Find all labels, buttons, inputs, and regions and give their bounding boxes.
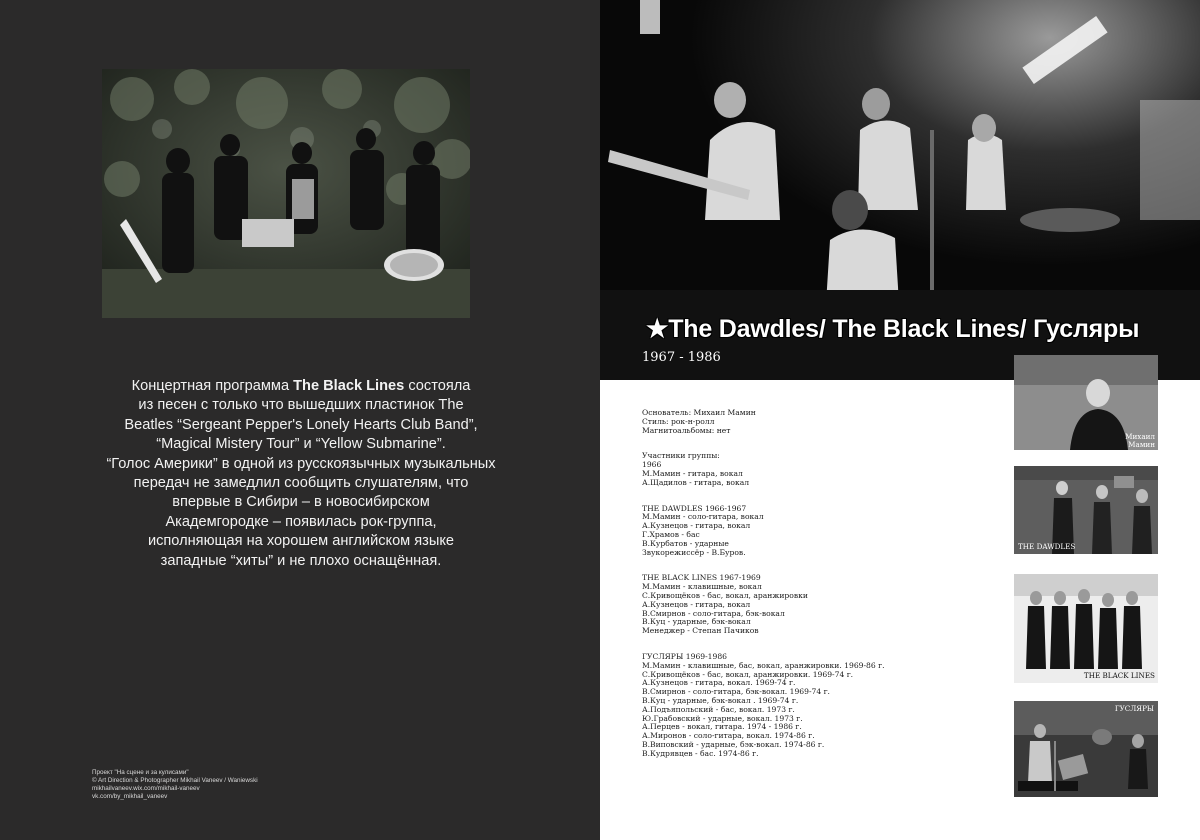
- member-line: В.Куц - ударные, бэк-вокал: [642, 617, 751, 627]
- credit-line: mikhailvaneev.wix.com/mikhail-vaneev: [92, 785, 200, 793]
- credit-line: Проект "На сцене и за кулисами": [92, 769, 189, 776]
- dawdles-lineup: [642, 505, 882, 558]
- intro-line: передач не замедлил сообщить слушателям, что: [133, 475, 469, 492]
- member-line: В.Куц - ударные, бэк-вокал . 1969-74 г.: [642, 695, 799, 705]
- member-line: Звукорежиссёр - В.Буров.: [642, 547, 746, 557]
- intro-line: западные “хиты” и не плохо оснащённая.: [160, 552, 442, 569]
- member-line: В.Смирнов - соло-гитара, бэк-вокал. 1969-74 г.: [642, 687, 830, 697]
- member-line: В.Кудрявцев - бас. 1974-86 г.: [642, 748, 759, 758]
- member-line: А.Перцев - вокал, гитара. 1974 - 1986 г.: [642, 722, 802, 732]
- black-lines-lineup: [642, 574, 882, 636]
- intro-line: исполняющая на хорошем английском языке: [147, 533, 455, 550]
- info-line: Стиль: рок-н-ролл: [642, 416, 715, 426]
- band-forest-photo: [102, 69, 470, 318]
- right-page: [600, 0, 1200, 840]
- guslyary-lineup: [642, 651, 885, 759]
- member-line: А.Подъяпольский - бас, вокал. 1973 г.: [642, 704, 795, 714]
- thumb-guslyary-art: [1014, 701, 1158, 797]
- credit-line: vk.com/by_mikhail_vaneev: [92, 793, 168, 801]
- member-line: THE DAWDLES 1966-1967: [642, 503, 747, 513]
- member-line: THE BLACK LINES 1967-1969: [642, 573, 761, 583]
- members-1966: [642, 452, 882, 487]
- thumb-mamin: [1014, 355, 1158, 450]
- member-line: А.Щадилов - гитара, вокал: [642, 477, 750, 487]
- intro-text: [72, 377, 530, 571]
- band-name-bold: The Black Lines: [293, 378, 405, 394]
- member-line: В.Курбатов - ударные: [642, 538, 729, 548]
- years-range: 1967 - 1986: [642, 350, 721, 365]
- member-line: В.Смирнов - соло-гитара, бэк-вокал: [642, 608, 785, 618]
- thumb-caption: Михаил Мамин: [1125, 432, 1155, 449]
- member-line: М.Мамин - клавишные, вокал: [642, 582, 762, 592]
- page-title: ★The Dawdles/ The Black Lines/ Гусляры: [646, 315, 1140, 343]
- member-line: 1966: [642, 460, 662, 470]
- member-line: Менеджер - Степан Пачиков: [642, 626, 759, 636]
- member-line: С.Кривощёков - бас, вокал, аранжировки: [642, 590, 808, 600]
- thumb-caption: THE DAWDLES: [1018, 542, 1076, 551]
- member-line: Г.Храмов - бас: [642, 529, 700, 539]
- info-line: Магнитоальбомы: нет: [642, 425, 731, 435]
- member-line: М.Мамин - гитара, вокал: [642, 468, 743, 478]
- intro-line: Концертная программа The Black Lines состояла: [131, 378, 471, 394]
- thumb-dawdles: [1014, 466, 1158, 554]
- member-line: А.Кузнецов - гитара, вокал: [642, 599, 751, 609]
- member-line: М.Мамин - клавишные, бас, вокал, аранжировки. 1969-86 г.: [642, 660, 885, 670]
- thumb-black-lines: [1014, 574, 1158, 683]
- member-line: А.Кузнецов - гитара, вокал: [642, 521, 751, 531]
- intro-line: впервые в Сибири – в новосибирском: [172, 494, 430, 511]
- member-line: А.Миронов - соло-гитара, вокал. 1974-86 г.: [642, 731, 815, 741]
- thumb-caption: THE BLACK LINES: [1083, 671, 1155, 680]
- thumb-dawdles-art: [1014, 466, 1158, 554]
- thumb-caption: ГУСЛЯРЫ: [1114, 704, 1154, 713]
- member-line: В.Виповский - ударные, бэк-вокал. 1974-86 г.: [642, 739, 825, 749]
- member-line: Участники группы:: [642, 451, 720, 461]
- lineup-text: [642, 408, 885, 770]
- intro-line: “Magical Mistery Tour” и “Yellow Submarine”.: [156, 436, 446, 453]
- credit-line: © Art Direction & Photographer Mikhail Vaneev / Waniewski: [92, 777, 258, 785]
- intro-line: “Голос Америки” в одной из русскоязычных музыкальных: [106, 455, 496, 472]
- thumb-black-lines-art: [1014, 574, 1158, 683]
- band-forest-photo-art: [102, 69, 470, 318]
- thumb-guslyary: [1014, 701, 1158, 797]
- intro-line: Beatles “Sergeant Pepper's Lonely Hearts Club Band”,: [124, 416, 478, 433]
- band-info: [642, 409, 882, 435]
- intro-line: из песен с только что вышедших пластинок The: [138, 397, 464, 414]
- credits: [92, 769, 352, 801]
- member-line: М.Мамин - соло-гитара, вокал: [642, 512, 764, 522]
- member-line: С.Кривощёков - бас, вокал, аранжировки. 1969-74 г.: [642, 669, 854, 679]
- intro-line: Академгородке – появилась рок-группа,: [165, 513, 437, 530]
- member-line: А.Кузнецов - гитара, вокал. 1969-74 г.: [642, 678, 796, 688]
- member-line: ГУСЛЯРЫ 1969-1986: [642, 651, 728, 661]
- info-line: Основатель: Михаил Мамин: [642, 408, 756, 417]
- member-line: Ю.Грабовский - ударные, вокал. 1973 г.: [642, 713, 803, 723]
